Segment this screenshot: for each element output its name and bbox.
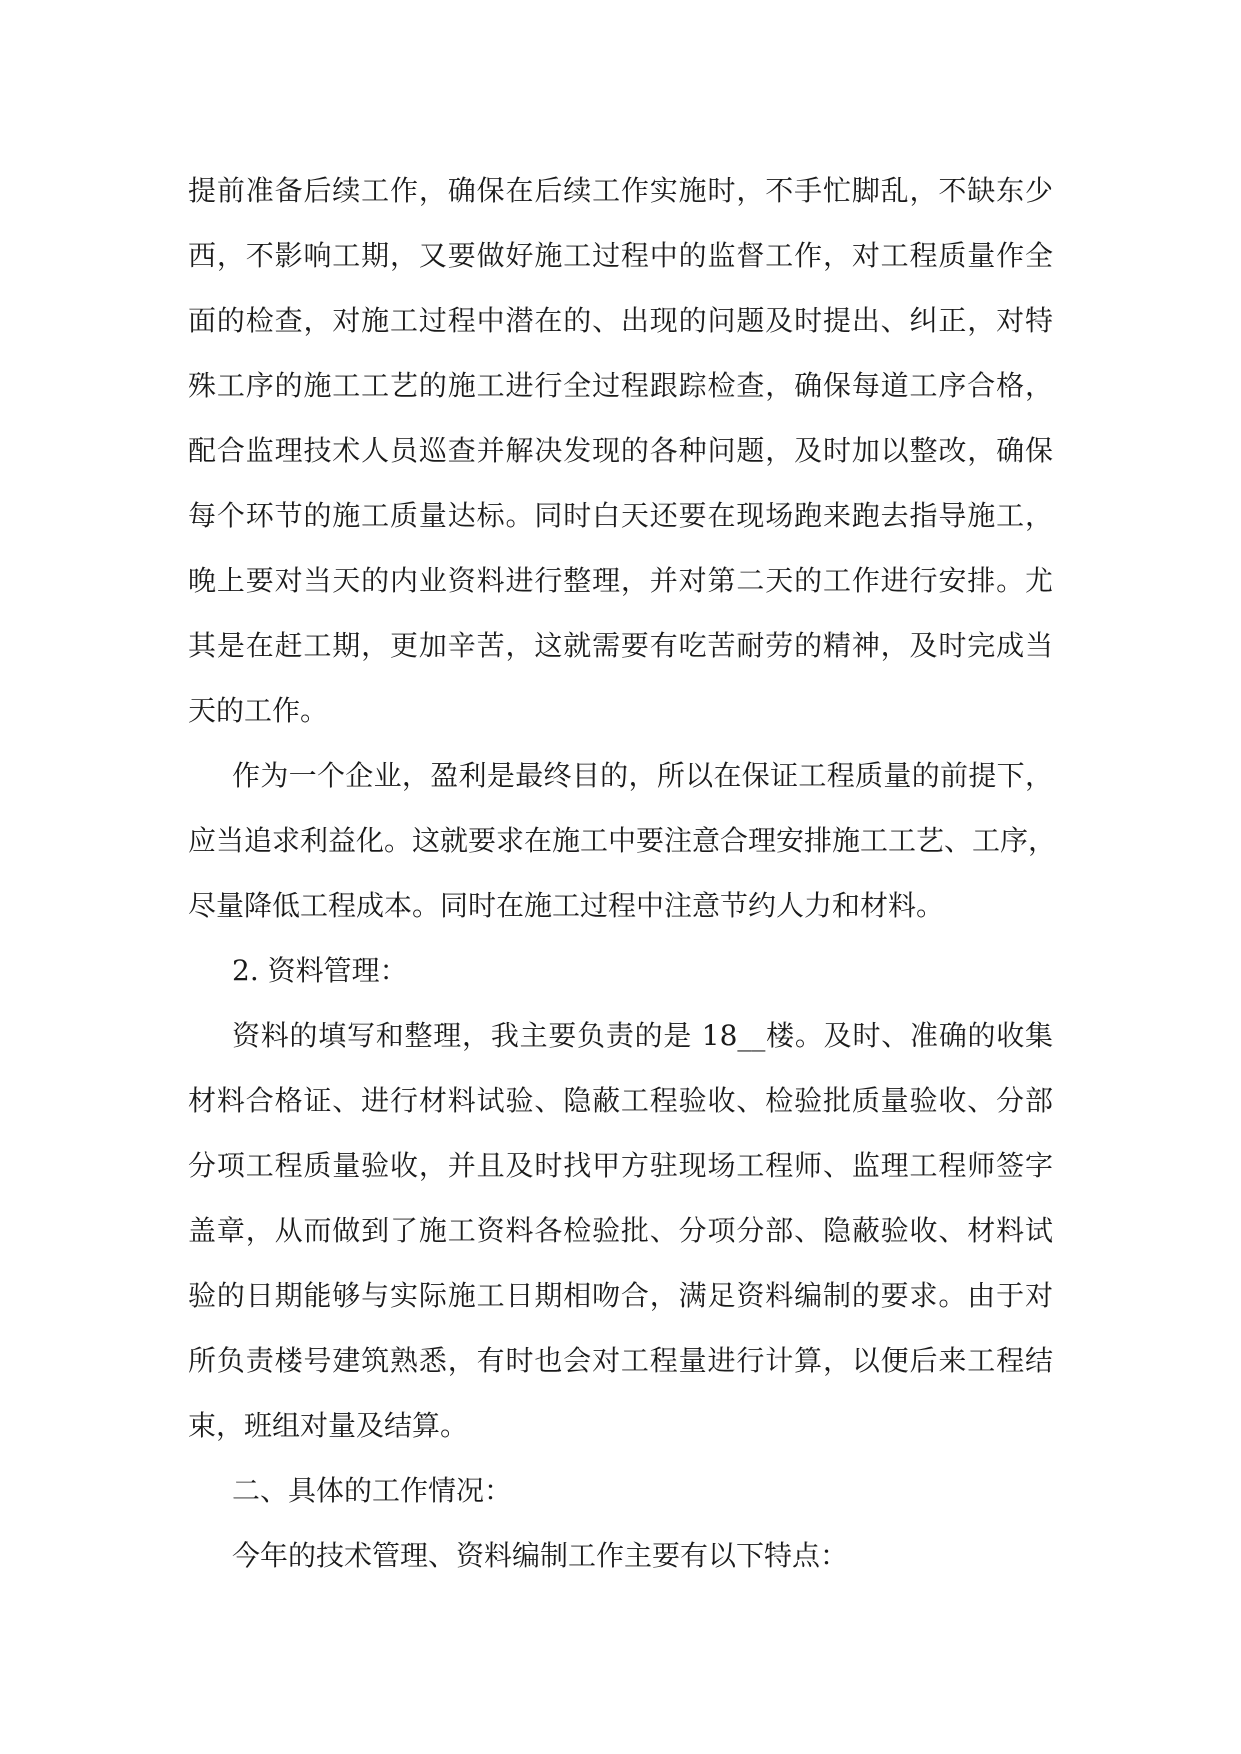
text-line: 天的工作。 <box>188 694 329 727</box>
text-line: 所负责楼号建筑熟悉，有时也会对工程量进行计算，以便后来工程结 <box>188 1344 1053 1377</box>
text-line: 尽量降低工程成本。同时在施工过程中注意节约人力和材料。 <box>188 889 945 922</box>
text-line: 配合监理技术人员巡查并解决发现的各种问题，及时加以整改，确保 <box>188 434 1053 467</box>
text-line: 材料合格证、进行材料试验、隐蔽工程验收、检验批质量验收、分部 <box>188 1084 1053 1117</box>
text-line: 资料的填写和整理，我主要负责的是 18__楼。及时、准确的收集 <box>232 1019 1053 1052</box>
paragraph-profit <box>188 743 1057 938</box>
section-heading-specific-work <box>188 1458 1053 1523</box>
text-line: 盖章，从而做到了施工资料各检验批、分项分部、隐蔽验收、材料试 <box>188 1214 1053 1247</box>
section-heading-data-management <box>188 938 1053 1003</box>
text-line: 作为一个企业，盈利是最终目的，所以在保证工程质量的前提下， <box>232 759 1053 792</box>
text-line: 提前准备后续工作，确保在后续工作实施时，不手忙脚乱，不缺东少 <box>188 174 1053 207</box>
paragraph-data-management <box>188 1003 1053 1458</box>
text-line: 应当追求利益化。这就要求在施工中要注意合理安排施工工艺、工序， <box>188 824 1057 857</box>
text-line: 其是在赶工期，更加辛苦，这就需要有吃苦耐劳的精神，及时完成当 <box>188 629 1053 662</box>
text-line: 殊工序的施工工艺的施工进行全过程跟踪检查，确保每道工序合格， <box>188 369 1053 402</box>
text-line: 西，不影响工期，又要做好施工过程中的监督工作，对工程质量作全 <box>188 239 1053 272</box>
text-line: 二、具体的工作情况： <box>232 1474 513 1507</box>
text-line: 2. 资料管理： <box>232 954 408 987</box>
document-body <box>188 158 1057 1588</box>
text-line: 束，班组对量及结算。 <box>188 1409 469 1442</box>
text-line: 面的检查，对施工过程中潜在的、出现的问题及时提出、纠正，对特 <box>188 304 1053 337</box>
text-line: 晚上要对当天的内业资料进行整理，并对第二天的工作进行安排。尤 <box>188 564 1053 597</box>
text-line: 验的日期能够与实际施工日期相吻合，满足资料编制的要求。由于对 <box>188 1279 1053 1312</box>
paragraph-work-supervision <box>188 158 1053 743</box>
text-line: 今年的技术管理、资料编制工作主要有以下特点： <box>232 1539 849 1572</box>
paragraph-features-intro <box>188 1523 1053 1588</box>
text-line: 分项工程质量验收，并且及时找甲方驻现场工程师、监理工程师签字 <box>188 1149 1053 1182</box>
text-line: 每个环节的施工质量达标。同时白天还要在现场跑来跑去指导施工， <box>188 499 1053 532</box>
